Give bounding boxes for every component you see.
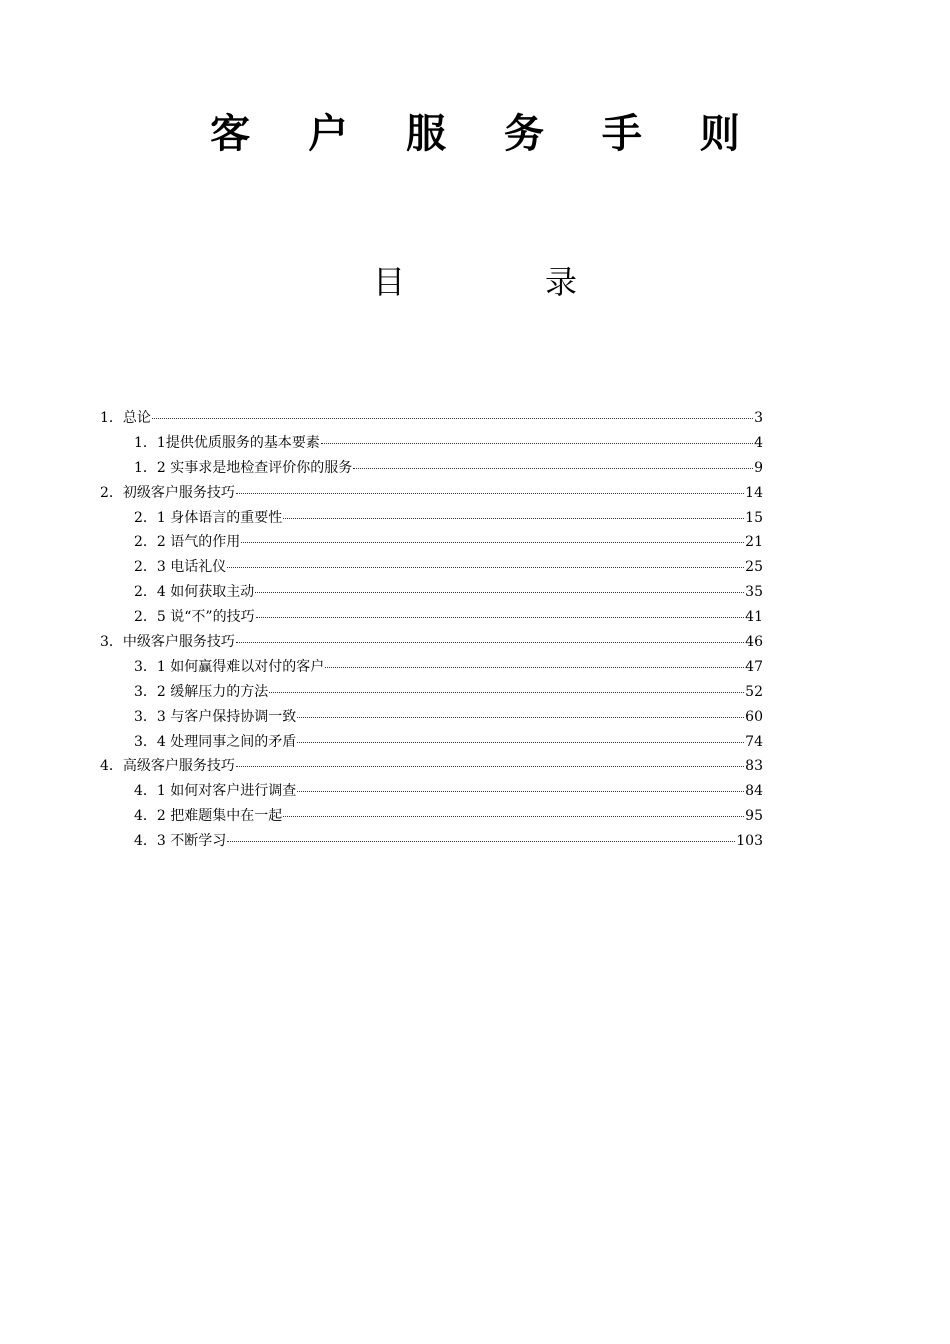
toc-entry-label: 2．4 如何获取主动 (134, 584, 255, 601)
toc-entry-page-number: 52 (745, 683, 763, 700)
toc-section-entry[interactable] (100, 555, 763, 580)
toc-entry-page-number: 95 (745, 808, 763, 825)
toc-dot-leader (283, 816, 744, 817)
toc-entry-page-number: 14 (745, 484, 763, 501)
toc-entry-label: 1．1提供优质服务的基本要素 (134, 434, 320, 451)
toc-heading (0, 256, 950, 308)
toc-section-entry[interactable] (100, 779, 763, 804)
toc-section-entry[interactable] (100, 804, 763, 829)
toc-heading-char-left: 目 (372, 263, 405, 301)
toc-entry-label: 2．5 说“不”的技巧 (134, 609, 255, 626)
toc-dot-leader (256, 617, 745, 618)
toc-entry-label: 4．1 如何对客户进行调查 (134, 783, 297, 800)
document-title: 客 户 服 务 手 则 (210, 111, 762, 157)
toc-entry-label: 1．总论 (100, 410, 151, 426)
toc-entry-page-number: 25 (745, 559, 763, 576)
toc-entry-label: 3．1 如何赢得难以对付的客户 (134, 658, 325, 675)
toc-section-entry[interactable] (100, 680, 763, 705)
toc-dot-leader (325, 667, 744, 668)
toc-section-entry[interactable] (100, 530, 763, 555)
toc-dot-leader (255, 592, 744, 593)
toc-dot-leader (353, 468, 753, 469)
toc-section-entry[interactable] (100, 730, 763, 755)
toc-entry-page-number: 74 (745, 733, 763, 750)
toc-entry-page-number: 4 (754, 434, 763, 451)
toc-entry-label: 2．初级客户服务技巧 (100, 484, 235, 501)
toc-entry-page-number: 60 (745, 708, 763, 725)
toc-chapter-entry[interactable] (100, 754, 763, 779)
toc-entry-label: 4．高级客户服务技巧 (100, 758, 235, 775)
toc-entry-page-number: 103 (736, 833, 763, 850)
toc-dot-leader (241, 542, 744, 543)
toc-entry-label: 3．4 处理同事之间的矛盾 (134, 733, 297, 750)
toc-entry-page-number: 9 (754, 459, 763, 476)
table-of-contents (100, 406, 763, 854)
toc-dot-leader (297, 717, 744, 718)
toc-dot-leader (283, 518, 744, 519)
toc-entry-label: 3．3 与客户保持协调一致 (134, 708, 297, 725)
toc-section-entry[interactable] (100, 829, 763, 854)
toc-entry-page-number: 46 (745, 634, 763, 651)
toc-dot-leader (152, 418, 753, 419)
toc-section-entry[interactable] (100, 655, 763, 680)
toc-entry-page-number: 47 (745, 658, 763, 675)
toc-entry-label: 4．3 不断学习 (134, 833, 227, 850)
toc-entry-label: 2．1 身体语言的重要性 (134, 509, 283, 526)
toc-section-entry[interactable] (100, 506, 763, 531)
toc-section-entry[interactable] (100, 456, 763, 481)
toc-entry-page-number: 84 (745, 783, 763, 800)
toc-dot-leader (236, 642, 744, 643)
toc-section-entry[interactable] (100, 580, 763, 605)
toc-entry-page-number: 15 (745, 509, 763, 526)
toc-section-entry[interactable] (100, 431, 763, 456)
toc-entry-page-number: 83 (745, 758, 763, 775)
toc-dot-leader (269, 692, 744, 693)
toc-section-entry[interactable] (100, 605, 763, 630)
toc-entry-label: 4．2 把难题集中在一起 (134, 808, 283, 825)
toc-entry-page-number: 35 (745, 584, 763, 601)
toc-chapter-entry[interactable] (100, 630, 763, 655)
toc-entry-label: 3．中级客户服务技巧 (100, 634, 235, 651)
toc-entry-label: 2．2 语气的作用 (134, 534, 241, 551)
toc-entry-page-number: 21 (745, 534, 763, 551)
toc-chapter-entry[interactable] (100, 481, 763, 506)
toc-dot-leader (297, 742, 744, 743)
toc-entry-page-number: 3 (754, 410, 763, 426)
toc-entry-label: 1．2 实事求是地检查评价你的服务 (134, 459, 353, 476)
toc-chapter-entry[interactable] (100, 406, 763, 431)
toc-section-entry[interactable] (100, 705, 763, 730)
toc-dot-leader (236, 766, 744, 767)
toc-heading-char-right: 录 (545, 263, 578, 301)
toc-dot-leader (227, 567, 744, 568)
toc-entry-label: 3．2 缓解压力的方法 (134, 683, 269, 700)
toc-entry-page-number: 41 (745, 609, 763, 626)
toc-dot-leader (321, 443, 753, 444)
toc-dot-leader (236, 493, 744, 494)
toc-entry-label: 2．3 电话礼仪 (134, 559, 227, 576)
toc-dot-leader (227, 841, 735, 842)
toc-dot-leader (297, 791, 744, 792)
